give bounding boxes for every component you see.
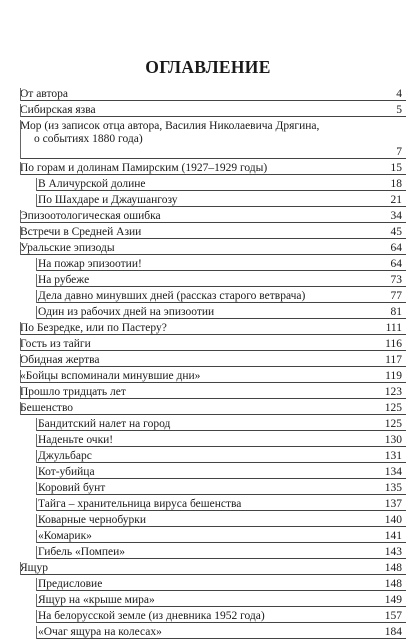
toc-entry — [0, 120, 416, 159]
toc-page-number: 140 — [384, 514, 402, 526]
bracket-rule — [36, 514, 37, 527]
underline-rule — [36, 606, 406, 607]
toc-entry-title: «Комарик» — [38, 530, 92, 542]
bracket-rule — [20, 226, 21, 239]
toc-subentry — [0, 306, 416, 319]
bracket-rule — [36, 418, 37, 431]
underline-rule — [20, 398, 406, 399]
toc-page-number: 137 — [384, 498, 402, 510]
toc-page-number: 5 — [396, 104, 402, 116]
bracket-rule — [36, 530, 37, 543]
toc-page-number: 125 — [384, 418, 402, 430]
bracket-rule — [20, 242, 21, 255]
toc-page-number: 143 — [384, 546, 402, 558]
underline-rule — [20, 222, 406, 223]
toc-entry-title: Гибель «Помпеи» — [38, 546, 126, 558]
bracket-rule — [36, 610, 37, 623]
toc-subentry — [0, 610, 416, 623]
toc-entry — [0, 242, 416, 255]
underline-rule — [36, 558, 406, 559]
toc-page-number: 131 — [384, 450, 402, 462]
bracket-rule — [36, 290, 37, 303]
underline-rule — [20, 350, 406, 351]
bracket-rule — [20, 322, 21, 335]
toc-entry-title-line: о событиях 1880 года) — [34, 133, 143, 145]
toc-entry — [0, 354, 416, 367]
toc-entry-title: Прошло тридцать лет — [20, 386, 126, 398]
toc-entry-title-line: Мор (из записок отца автора, Василия Николаевича Дрягина, — [20, 120, 320, 132]
underline-rule — [36, 446, 406, 447]
toc-entry-title: Дела давно минувших дней (рассказ старого ветврача) — [38, 290, 306, 302]
underline-rule — [36, 462, 406, 463]
page-title: ОГЛАВЛЕНИЕ — [145, 57, 271, 77]
underline-rule — [20, 116, 406, 117]
bracket-rule — [20, 120, 21, 159]
toc-page-number: 148 — [384, 578, 402, 590]
underline-rule — [20, 334, 406, 335]
toc-entry — [0, 210, 416, 223]
toc-entry-title: На белорусской земле (из дневника 1952 года) — [38, 610, 265, 622]
toc-subentry — [0, 482, 416, 495]
toc-entry — [0, 322, 416, 335]
toc-entry — [0, 562, 416, 575]
toc-entry-title: Джульбарс — [38, 450, 92, 462]
bracket-rule — [36, 450, 37, 463]
bracket-rule — [20, 210, 21, 223]
toc-entry-title: Встречи в Средней Азии — [20, 226, 142, 238]
bracket-rule — [20, 162, 21, 175]
toc-page-number: 18 — [390, 178, 402, 190]
toc-subentry — [0, 418, 416, 431]
toc-entry-title: Бешенство — [20, 402, 74, 414]
toc-entry-title: Ящур — [20, 562, 49, 574]
underline-rule — [36, 190, 406, 191]
toc-entry — [0, 226, 416, 239]
bracket-rule — [36, 258, 37, 271]
toc-entry-title: По Безредке, или по Пастеру? — [20, 322, 167, 334]
toc-entry-title: От автора — [20, 88, 68, 100]
toc-page-number: 73 — [390, 274, 402, 286]
toc-entry — [0, 370, 416, 383]
bracket-rule — [20, 88, 21, 101]
bracket-rule — [20, 338, 21, 351]
toc-page-number: 119 — [385, 370, 402, 382]
toc-subentry — [0, 626, 416, 639]
bracket-rule — [36, 306, 37, 319]
toc-page-number: 134 — [384, 466, 402, 478]
toc-page-number: 184 — [384, 626, 402, 638]
toc-entry — [0, 104, 416, 117]
toc-page-number: 157 — [384, 610, 402, 622]
underline-rule — [20, 174, 406, 175]
toc-entry-title: Один из рабочих дней на эпизоотии — [38, 306, 215, 318]
underline-rule — [36, 270, 406, 271]
underline-rule — [20, 574, 406, 575]
underline-rule — [36, 510, 406, 511]
toc-page-number: 45 — [390, 226, 402, 238]
toc-subentry — [0, 466, 416, 479]
bracket-rule — [20, 104, 21, 117]
toc-subentry — [0, 258, 416, 271]
underline-rule — [36, 542, 406, 543]
bracket-rule — [36, 482, 37, 495]
underline-rule — [36, 478, 406, 479]
bracket-rule — [20, 370, 21, 383]
toc-entry-title: Сибирская язва — [20, 104, 96, 116]
underline-rule — [20, 414, 406, 415]
toc-entry-title: Тайга – хранительница вируса бешенства — [38, 498, 242, 510]
underline-rule — [20, 238, 406, 239]
toc-entry — [0, 402, 416, 415]
toc-entry-title: Ящур на «крыше мира» — [38, 594, 155, 606]
toc-page-number: 125 — [384, 402, 402, 414]
underline-rule — [36, 286, 406, 287]
toc-subentry — [0, 450, 416, 463]
bracket-rule — [36, 594, 37, 607]
toc-entry-title — [20, 120, 416, 146]
toc-entry-title: На рубеже — [38, 274, 90, 286]
toc-entry-title: Эпизоотологическая ошибка — [20, 210, 161, 222]
underline-rule — [36, 494, 406, 495]
underline-rule — [36, 430, 406, 431]
toc-entry-title: Коровий бунт — [38, 482, 106, 494]
toc-page-number: 148 — [384, 562, 402, 574]
toc-entry-title: В Аличурской долине — [38, 178, 146, 190]
underline-rule — [20, 158, 406, 159]
toc-entry-title: Уральские эпизоды — [20, 242, 115, 254]
bracket-rule — [20, 386, 21, 399]
bracket-rule — [20, 354, 21, 367]
bracket-rule — [36, 178, 37, 191]
toc-page-number: 135 — [384, 482, 402, 494]
toc-subentry — [0, 530, 416, 543]
toc-page-number: 64 — [390, 242, 402, 254]
toc-subentry — [0, 578, 416, 591]
toc-subentry — [0, 594, 416, 607]
toc-subentry — [0, 178, 416, 191]
bracket-rule — [36, 194, 37, 207]
toc-entry-title: Гость из тайги — [20, 338, 91, 350]
bracket-rule — [36, 546, 37, 559]
toc-subentry — [0, 514, 416, 527]
toc-page-number: 130 — [384, 434, 402, 446]
toc-entry-title: По горам и долинам Памирским (1927–1929 годы) — [20, 162, 268, 174]
bracket-rule — [20, 562, 21, 575]
underline-rule — [36, 622, 406, 623]
underline-rule — [20, 100, 406, 101]
bracket-rule — [36, 626, 37, 639]
underline-rule — [36, 526, 406, 527]
toc-entry-title: По Шахдаре и Джаушангозу — [38, 194, 178, 206]
toc-page-number: 111 — [385, 322, 402, 334]
underline-rule — [36, 206, 406, 207]
underline-rule — [20, 366, 406, 367]
bracket-rule — [36, 274, 37, 287]
toc-page-number: 64 — [390, 258, 402, 270]
toc-page-number: 116 — [385, 338, 402, 350]
toc-entry — [0, 88, 416, 101]
toc-entry-title: «Бойцы вспоминали минувшие дни» — [20, 370, 201, 382]
toc-page-number: 149 — [384, 594, 402, 606]
toc-entry-title: Наденьте очки! — [38, 434, 114, 446]
toc-entry-title: Коварные чернобурки — [38, 514, 147, 526]
toc-page-number: 15 — [390, 162, 402, 174]
toc-entry-title: Предисловие — [38, 578, 103, 590]
bracket-rule — [36, 434, 37, 447]
toc-page-number: 117 — [385, 354, 402, 366]
toc-entry-title: Обидная жертва — [20, 354, 100, 366]
toc-subentry — [0, 546, 416, 559]
toc-page-number: 81 — [390, 306, 402, 318]
bracket-rule — [36, 578, 37, 591]
toc-entry-title: «Очаг ящура на колесах» — [38, 626, 162, 638]
bracket-rule — [36, 498, 37, 511]
underline-rule — [36, 302, 406, 303]
toc-subentry — [0, 290, 416, 303]
toc-subentry — [0, 194, 416, 207]
toc-page-number: 7 — [396, 146, 402, 158]
toc-page-number: 123 — [384, 386, 402, 398]
toc-page-number: 21 — [390, 194, 402, 206]
underline-rule — [36, 638, 406, 639]
toc-page-number: 34 — [390, 210, 402, 222]
toc-entry-title: Кот-убийца — [38, 466, 95, 478]
toc-entry — [0, 338, 416, 351]
toc-subentry — [0, 498, 416, 511]
toc-entry — [0, 162, 416, 175]
toc-subentry — [0, 274, 416, 287]
toc-page-number: 4 — [396, 88, 402, 100]
toc-page-number: 141 — [384, 530, 402, 542]
bracket-rule — [36, 466, 37, 479]
underline-rule — [20, 382, 406, 383]
table-of-contents — [0, 88, 416, 642]
toc-entry-title: На пожар эпизоотии! — [38, 258, 142, 270]
underline-rule — [20, 254, 406, 255]
toc-page-number: 77 — [390, 290, 402, 302]
underline-rule — [36, 590, 406, 591]
toc-subentry — [0, 434, 416, 447]
underline-rule — [36, 318, 406, 319]
bracket-rule — [20, 402, 21, 415]
toc-entry — [0, 386, 416, 399]
toc-entry-title: Бандитский налет на город — [38, 418, 171, 430]
